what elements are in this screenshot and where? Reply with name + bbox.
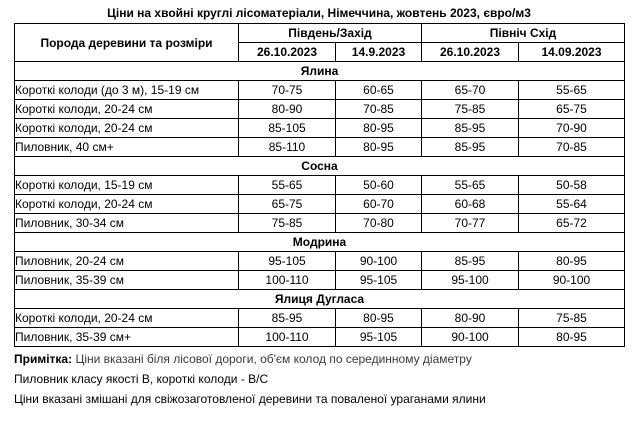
price-cell: 85-95 [422,252,519,271]
price-cell: 65-72 [519,214,625,233]
price-cell: 80-95 [519,328,625,347]
notes [14,349,624,409]
section-row [15,233,625,252]
row-label: Короткі колоди, 20-24 см [15,119,239,138]
price-cell: 70-85 [519,138,625,157]
table-body [15,62,625,347]
note-line: Ціни вказані змішані для свіжозаготовленої деревини та поваленої ураганами ялини [14,392,486,406]
table-title: Ціни на хвойні круглі лісоматеріали, Німеччина, жовтень 2023, євро/м3 [107,6,531,20]
group-header-south-west: Південь/Захід [239,24,422,43]
price-cell: 65-75 [239,195,336,214]
section-title: Сосна [15,157,625,176]
price-cell: 60-65 [336,81,422,100]
table-row [15,309,625,328]
price-cell: 70-75 [239,81,336,100]
table-row [15,119,625,138]
price-cell: 55-65 [422,176,519,195]
date-header: 26.10.2023 [239,43,336,62]
section-title: Ялиця Дугласа [15,290,625,309]
price-cell: 100-110 [239,271,336,290]
price-cell: 100-110 [239,328,336,347]
price-cell: 85-110 [239,138,336,157]
table-row [15,138,625,157]
price-cell: 90-100 [519,271,625,290]
price-cell: 55-65 [239,176,336,195]
date-header: 14.9.2023 [336,43,422,62]
table-row [15,271,625,290]
price-cell: 90-100 [336,252,422,271]
table-row [15,100,625,119]
table-row [15,195,625,214]
price-cell: 80-95 [336,119,422,138]
note-line [14,349,624,369]
price-cell: 95-105 [239,252,336,271]
row-label: Пиловник, 30-34 см [15,214,239,233]
row-label: Короткі колоди (до 3 м), 15-19 см [15,81,239,100]
price-cell: 95-100 [422,271,519,290]
row-label: Короткі колоди, 15-19 см [15,176,239,195]
row-label: Короткі колоди, 20-24 см [15,195,239,214]
table-row [15,81,625,100]
price-cell: 50-58 [519,176,625,195]
price-cell: 60-68 [422,195,519,214]
section-title: Ялина [15,62,625,81]
note-text: Ціни вказані біля лісової дороги, об'єм колод по серединному діаметру [75,352,472,366]
note-line: Пиловник класу якості B, короткі колоди - B/C [14,372,269,386]
row-label: Пиловник, 20-24 см [15,252,239,271]
price-cell: 65-75 [519,100,625,119]
price-table [14,23,625,347]
table-row [15,176,625,195]
price-cell: 55-65 [519,81,625,100]
row-label: Пиловник, 35-39 см [15,271,239,290]
date-header: 14.09.2023 [519,43,625,62]
price-cell: 80-95 [336,138,422,157]
price-cell: 55-64 [519,195,625,214]
group-header-north-east: Північ Схід [422,24,625,43]
price-cell: 75-85 [239,214,336,233]
price-cell: 80-90 [239,100,336,119]
date-header: 26.10.2023 [422,43,519,62]
price-cell: 75-85 [422,100,519,119]
note-label: Примітка: [14,352,73,366]
price-cell: 80-90 [422,309,519,328]
row-label: Пиловник, 40 см+ [15,138,239,157]
price-cell: 65-70 [422,81,519,100]
section-row [15,290,625,309]
section-row [15,157,625,176]
document [14,4,624,409]
price-cell: 80-95 [519,252,625,271]
price-cell: 60-70 [336,195,422,214]
price-cell: 85-95 [422,138,519,157]
price-cell: 85-95 [239,309,336,328]
table-row [15,252,625,271]
price-cell: 95-105 [336,328,422,347]
row-label: Короткі колоди, 20-24 см [15,309,239,328]
price-cell: 95-105 [336,271,422,290]
price-cell: 75-85 [519,309,625,328]
price-cell: 70-77 [422,214,519,233]
price-cell: 85-95 [422,119,519,138]
row-label: Пиловник, 35-39 см+ [15,328,239,347]
price-cell: 70-85 [336,100,422,119]
table-header [15,24,625,62]
price-cell: 80-95 [336,309,422,328]
species-header: Порода деревини та розміри [15,24,239,62]
table-row [15,328,625,347]
price-cell: 70-90 [519,119,625,138]
price-cell: 90-100 [422,328,519,347]
price-cell: 50-60 [336,176,422,195]
section-title: Модрина [15,233,625,252]
price-cell: 70-80 [336,214,422,233]
table-row [15,214,625,233]
section-row [15,62,625,81]
row-label: Короткі колоди, 20-24 см [15,100,239,119]
price-cell: 85-105 [239,119,336,138]
